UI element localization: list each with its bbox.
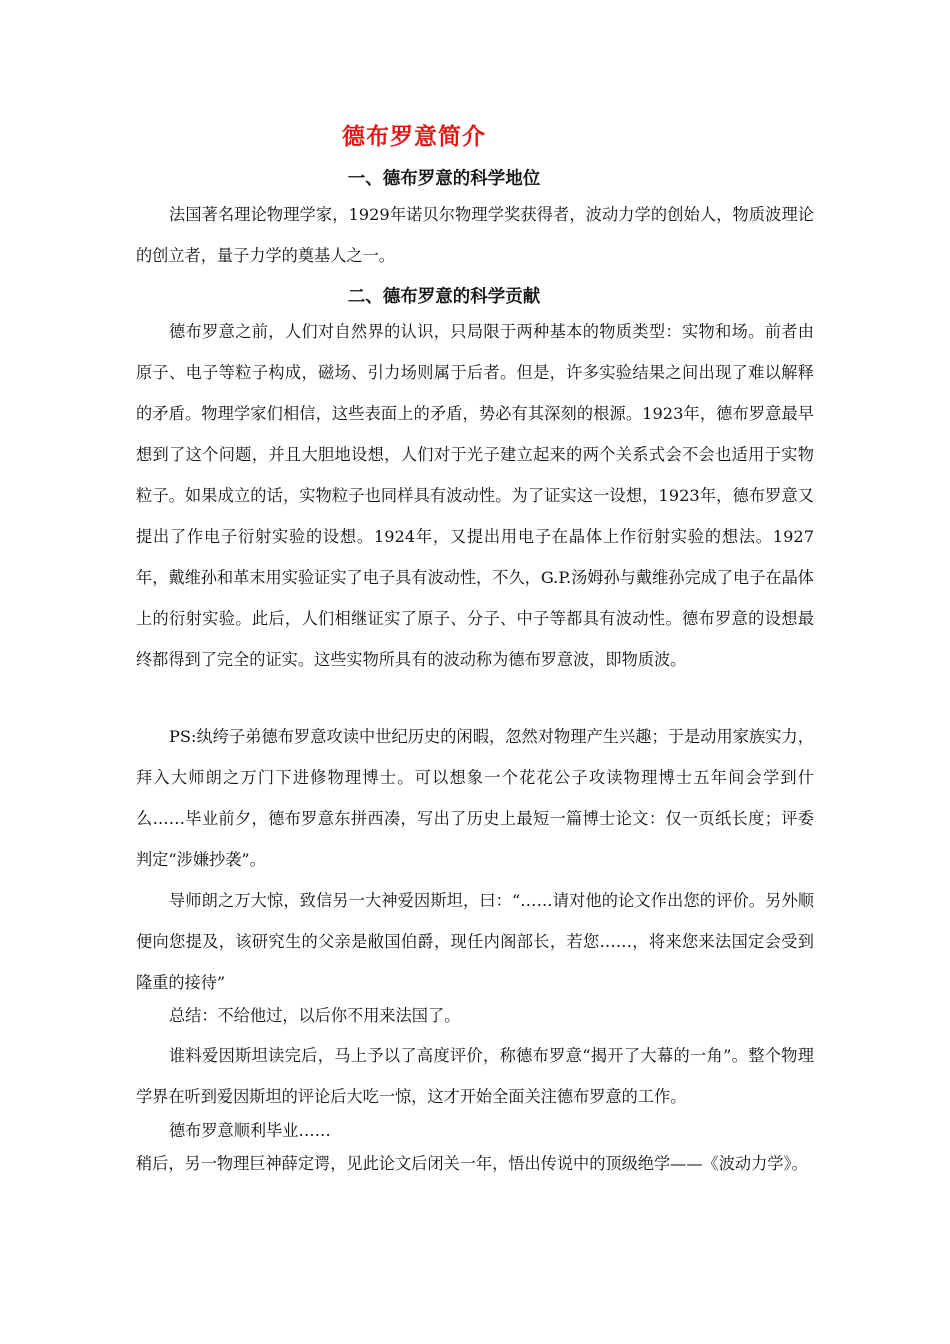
einstein-paragraph: 谁料爱因斯坦读完后，马上予以了高度评价，称德布罗意“揭开了大幕的一角”。整个物理学界在听到爱因斯坦的评论后大吃一惊，这才开始全面关注德布罗意的工作。 — [136, 1046, 814, 1106]
section1-paragraph: 法国著名理论物理学家，1929年诺贝尔物理学奖获得者，波动力学的创始人，物质波理论的创立者，量子力学的奠基人之一。 — [136, 205, 814, 265]
summary-paragraph: 总结：不给他过，以后你不用来法国了。 — [169, 1006, 461, 1025]
section2-paragraph: 德布罗意之前，人们对自然界的认识，只局限于两种基本的物质类型：实物和场。前者由原子、电子等粒子构成，磁场、引力场则属于后者。但是，许多实验结果之间出现了难以解释的矛盾。物理学家们相信，这些表面上的矛盾，势必有其深刻的根源。1923年，德布罗意最早想到了这个问题，并且大胆地设想，人们对于光子建立起来的两个关系式会不会也适用于实物粒子。如果成立的话，实物粒子也同样具有波动性。为了证实这一设想，1923年，德布罗意又提出了作电子衍射实验的设想。1924年，又提出用电子在晶体上作衍射实验的想法。1927年，戴维孙和革末用实验证实了电子具有波动性，不久，G.P.汤姆孙与戴维孙完成了电子在晶体上的衍射实验。此后，人们相继证实了原子、分子、中子等都具有波动性。德布罗意的设想最终都得到了完全的证实。这些实物所具有的波动称为德布罗意波，即物质波。 — [136, 322, 814, 669]
schrodinger-paragraph: 稍后，另一物理巨神薛定谔，见此论文后闭关一年，悟出传说中的顶级绝学——《波动力学》。 — [136, 1154, 808, 1173]
letter-paragraph: 导师朗之万大惊，致信另一大神爱因斯坦，曰：“……请对他的论文作出您的评价。另外顺便向您提及，该研究生的父亲是敝国伯爵，现任内阁部长，若您……，将来您来法国定会受到隆重的接待” — [136, 891, 814, 992]
document-title: 德布罗意简介 — [342, 124, 486, 150]
section-heading-scientific-status: 一、德布罗意的科学地位 — [347, 169, 541, 189]
ps-paragraph: PS:纨绔子弟德布罗意攻读中世纪历史的闲暇，忽然对物理产生兴趣；于是动用家族实力，拜入大师朗之万门下进修物理博士。可以想象一个花花公子攻读物理博士五年间会学到什么……毕业前夕，德布罗意东拼西凑，写出了历史上最短一篇博士论文：仅一页纸长度；评委判定“涉嫌抄袭”。 — [136, 727, 814, 869]
section-heading-scientific-contribution: 二、德布罗意的科学贡献 — [347, 287, 541, 307]
graduate-paragraph: 德布罗意顺利毕业…… — [169, 1121, 331, 1140]
